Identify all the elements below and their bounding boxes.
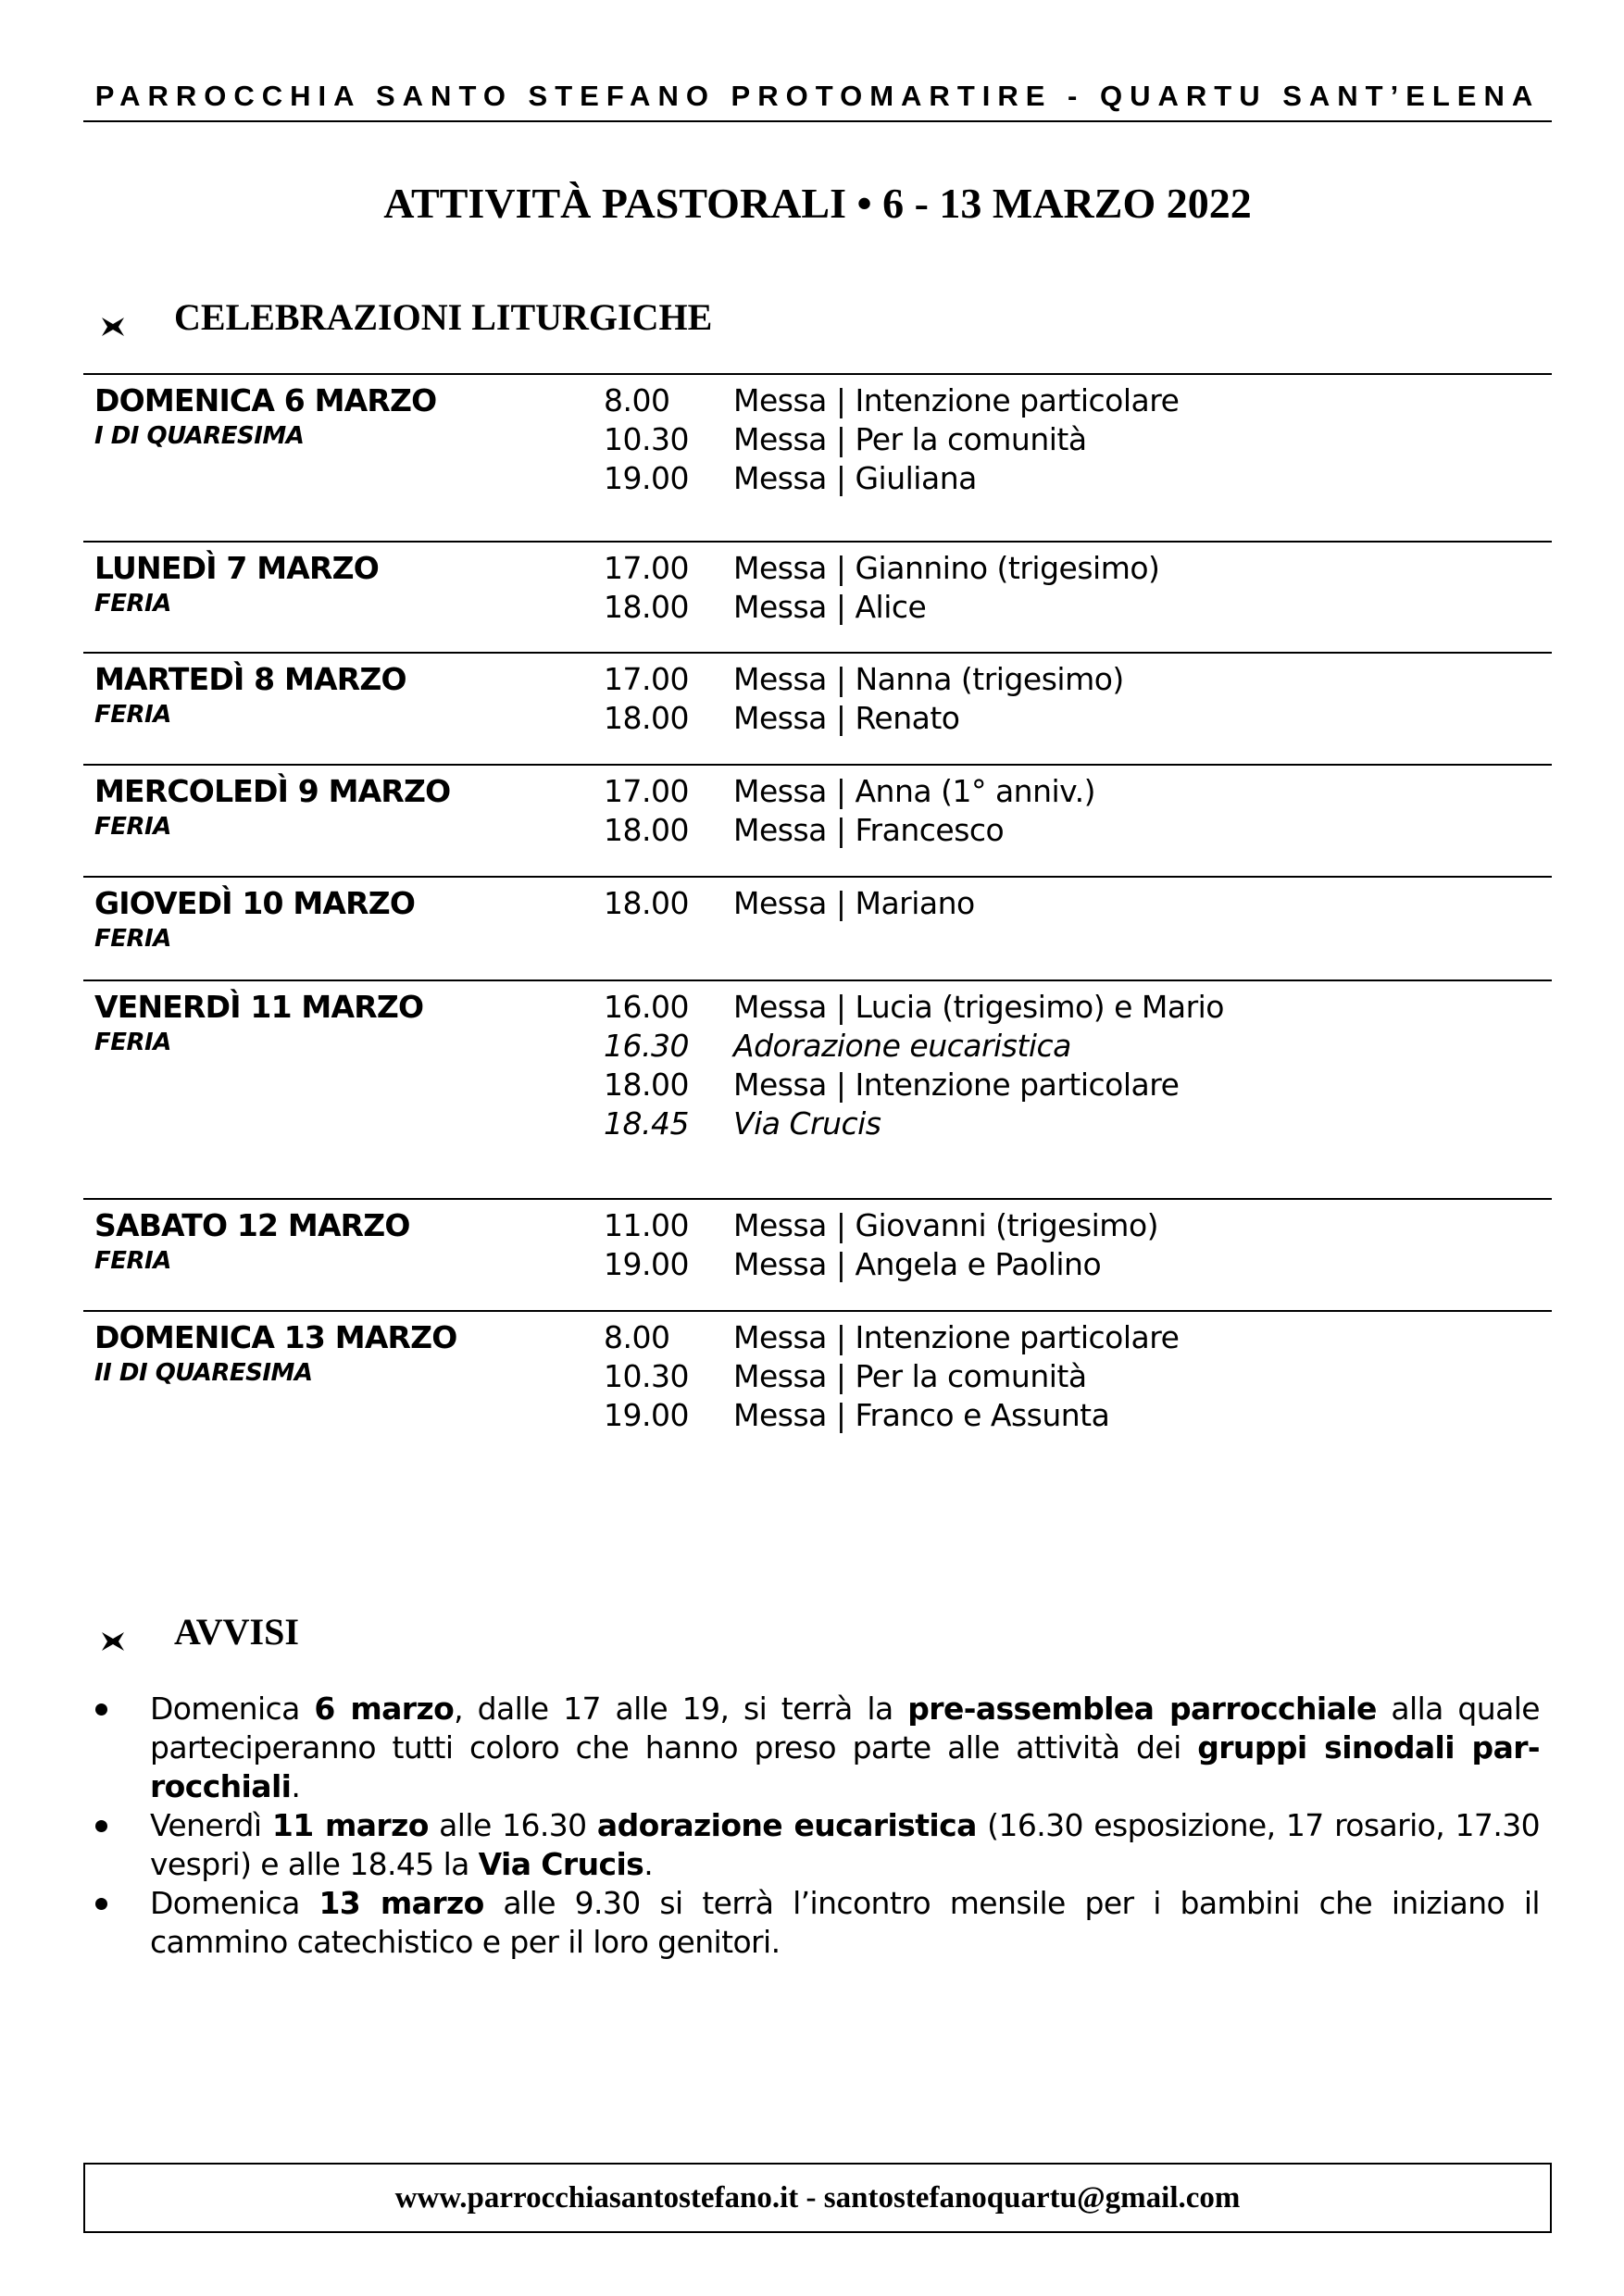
liturgical-day: FERIA <box>94 813 171 841</box>
day-name: MARTEDÌ 8 MARZO <box>94 661 406 697</box>
liturgical-day: FERIA <box>94 1247 171 1275</box>
section-heading-notices <box>100 1609 299 1655</box>
event-time: 18.00 <box>604 885 689 921</box>
day-name: DOMENICA 13 MARZO <box>94 1319 457 1355</box>
notice-item <box>93 1884 1540 1962</box>
liturgical-day: FERIA <box>94 701 171 729</box>
section-title: AVVISI <box>174 1611 299 1653</box>
event-description: Messa | Francesco <box>733 812 1005 848</box>
footer-box <box>83 2163 1552 2233</box>
event-time: 17.00 <box>604 661 689 697</box>
bullet-dot-icon <box>95 1703 107 1716</box>
event-time: 17.00 <box>604 773 689 809</box>
event-time: 11.00 <box>604 1207 689 1243</box>
day-block <box>83 980 1552 1198</box>
event-description: Messa | Franco e Assunta <box>733 1397 1110 1433</box>
notice-highlight: 6 marzo <box>314 1691 455 1727</box>
event-time: 18.00 <box>604 1067 689 1103</box>
event-time: 10.30 <box>604 1358 689 1394</box>
event-time: 18.45 <box>604 1105 689 1142</box>
liturgical-day: FERIA <box>94 590 171 618</box>
page-title: ATTIVITÀ PASTORALI • 6 - 13 MARZO 2022 <box>383 180 1252 227</box>
event-time: 19.00 <box>604 1246 689 1282</box>
event-time: 8.00 <box>604 1319 670 1355</box>
event-time: 17.00 <box>604 550 689 586</box>
notice-text: alle 16.30 <box>428 1807 597 1843</box>
liturgical-day: FERIA <box>94 925 171 953</box>
bullet-dot-icon <box>95 1898 107 1910</box>
notice-highlight: 11 marzo <box>271 1807 429 1843</box>
liturgical-day: II DI QUARESIMA <box>94 1359 313 1387</box>
event-description: Messa | Intenzione particolare <box>733 1319 1180 1355</box>
event-time: 10.30 <box>604 421 689 457</box>
header-divider <box>83 120 1552 122</box>
notice-text: Domenica <box>150 1691 315 1727</box>
day-block <box>83 652 1552 764</box>
event-description: Messa | Mariano <box>733 885 975 921</box>
notice-item <box>93 1806 1540 1884</box>
section-title: CELEBRAZIONI LITURGICHE <box>174 296 713 338</box>
event-time: 19.00 <box>604 460 689 496</box>
liturgical-day: FERIA <box>94 1029 171 1056</box>
notice-highlight: pre-assemblea parrocchiale <box>907 1691 1377 1727</box>
notice-text: . <box>291 1768 301 1804</box>
notice-text: alle 9.30 si terrà l’incontro mensile per i bambini che iniziano il cammino catechistico e per il loro genitori. <box>150 1885 1540 1960</box>
liturgy-schedule <box>83 373 1552 1440</box>
day-name: GIOVEDÌ 10 MARZO <box>94 885 416 921</box>
star-bullet-icon <box>100 305 126 331</box>
day-block <box>83 1198 1552 1310</box>
event-description: Messa | Anna (1° anniv.) <box>733 773 1096 809</box>
notice-highlight: adorazione eucaristica <box>596 1807 977 1843</box>
notice-highlight: 13 marzo <box>319 1885 484 1921</box>
event-description: Messa | Giovanni (trigesimo) <box>733 1207 1159 1243</box>
notice-text: , dalle 17 alle 19, si terrà la <box>454 1691 908 1727</box>
parish-name: PARROCCHIA SANTO STEFANO PROTOMARTIRE - QUARTU SANT’ELENA <box>94 80 1541 112</box>
notices-list <box>93 1690 1540 1962</box>
event-description: Adorazione eucaristica <box>733 1028 1071 1064</box>
day-name: LUNEDÌ 7 MARZO <box>94 550 379 586</box>
event-time: 18.00 <box>604 700 689 736</box>
notice-text: (16.30 esposizione, 17 rosario, 17.30 vespri) e alle 18.45 la <box>150 1807 1541 1882</box>
event-description: Messa | Alice <box>733 589 927 625</box>
day-name: MERCOLEDÌ 9 MARZO <box>94 773 451 809</box>
event-description: Messa | Giuliana <box>733 460 977 496</box>
star-bullet-icon <box>100 1619 126 1645</box>
notice-highlight: gruppi sinodali par-rocchiali <box>150 1729 1541 1804</box>
event-description: Messa | Intenzione particolare <box>733 1067 1180 1103</box>
event-description: Messa | Lucia (trigesimo) e Mario <box>733 989 1224 1025</box>
section-heading-liturgy <box>100 294 712 341</box>
event-time: 8.00 <box>604 382 670 418</box>
day-name: SABATO 12 MARZO <box>94 1207 410 1243</box>
event-time: 18.00 <box>604 589 689 625</box>
event-description: Messa | Per la comunità <box>733 1358 1087 1394</box>
event-description: Messa | Giannino (trigesimo) <box>733 550 1160 586</box>
notice-text: Venerdì <box>150 1807 272 1843</box>
notice-text: . <box>643 1846 654 1882</box>
day-block <box>83 764 1552 876</box>
event-time: 16.30 <box>604 1028 689 1064</box>
event-description: Messa | Angela e Paolino <box>733 1246 1102 1282</box>
event-description: Messa | Per la comunità <box>733 421 1087 457</box>
day-block <box>83 373 1552 541</box>
day-name: VENERDÌ 11 MARZO <box>94 989 424 1025</box>
notice-text: Domenica <box>150 1885 319 1921</box>
liturgical-day: I DI QUARESIMA <box>94 422 305 450</box>
footer-contacts: www.parrocchiasantostefano.it - santostefanoquartu@gmail.com <box>394 2181 1241 2215</box>
notice-highlight: Via Crucis <box>478 1846 644 1882</box>
notice-item <box>93 1690 1540 1806</box>
day-block <box>83 541 1552 652</box>
event-time: 18.00 <box>604 812 689 848</box>
event-time: 19.00 <box>604 1397 689 1433</box>
event-description: Via Crucis <box>733 1105 881 1142</box>
event-description: Messa | Intenzione particolare <box>733 382 1180 418</box>
bullet-dot-icon <box>95 1820 107 1832</box>
event-description: Messa | Renato <box>733 700 960 736</box>
event-time: 16.00 <box>604 989 689 1025</box>
day-name: DOMENICA 6 MARZO <box>94 382 437 418</box>
notice-text: alla quale parteciperanno tutti coloro che hanno preso parte alle attività dei <box>150 1691 1540 1766</box>
day-block <box>83 876 1552 980</box>
day-block <box>83 1310 1552 1440</box>
event-description: Messa | Nanna (trigesimo) <box>733 661 1124 697</box>
